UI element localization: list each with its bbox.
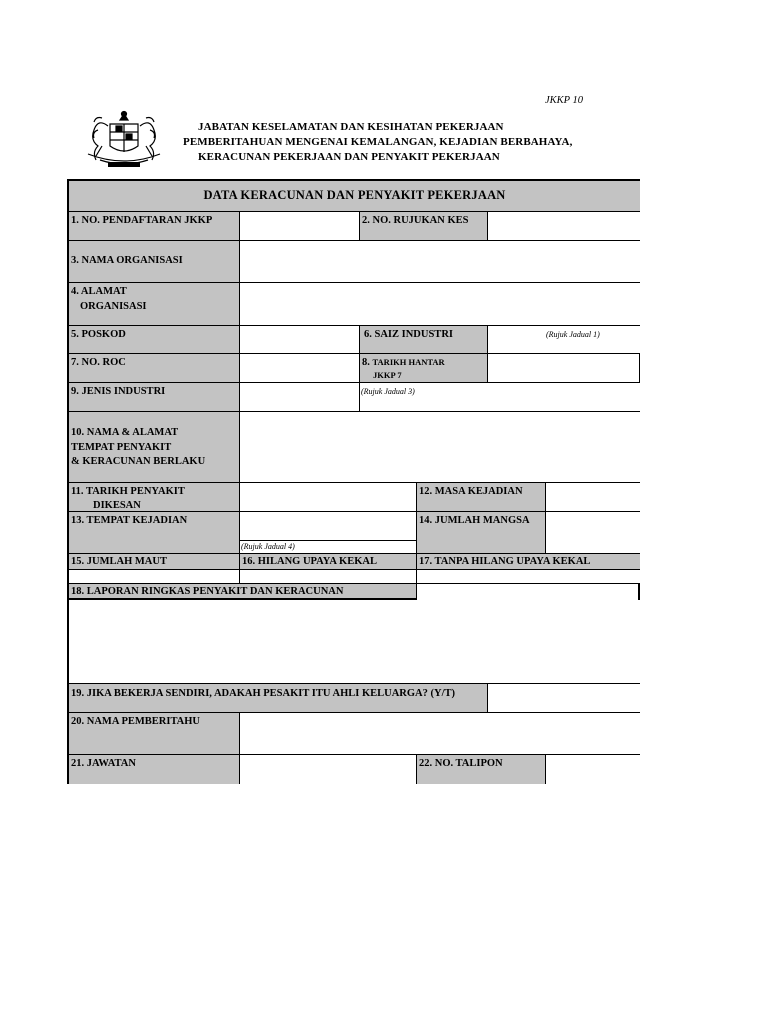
label-phone-no: 22. NO. TALIPON	[417, 755, 546, 784]
form-code: JKKP 10	[545, 95, 584, 106]
label-incident-time: 12. MASA KEJADIAN	[417, 483, 546, 512]
illness-location-line3: & KERACUNAN BERLAKU	[71, 456, 206, 467]
field-incident-place[interactable]	[240, 512, 417, 541]
field-roc-no[interactable]	[240, 354, 360, 383]
field-victim-count[interactable]	[546, 512, 640, 554]
label-incident-place: 13. TEMPAT KEJADIAN	[69, 512, 240, 554]
illness-detected-date-line1: 11. TARIKH PENYAKIT	[71, 486, 185, 497]
illness-detected-date-line2: DIKESAN	[93, 499, 141, 511]
jkkp7-date-line2: JKKP 7	[373, 370, 402, 380]
label-illness-location	[69, 412, 240, 483]
header-line-1: JABATAN KESELAMATAN DAN KESIHATAN PEKERJAAN	[198, 121, 504, 133]
label-jkkp7-submission-date	[360, 354, 488, 383]
field-incident-time[interactable]	[546, 483, 640, 512]
field-family-member-answer[interactable]	[488, 684, 640, 713]
label-industry-type: 9. JENIS INDUSTRI	[69, 383, 240, 412]
jkkp7-date-line1: TARIKH HANTAR	[372, 357, 445, 367]
field-permanent-disability[interactable]	[240, 570, 417, 584]
label-permanent-disability: 16. HILANG UPAYA KEKAL	[240, 554, 417, 570]
label-illness-detected-date	[69, 483, 240, 512]
label-jkkp-registration-no: 1. NO. PENDAFTARAN JKKP	[69, 212, 240, 241]
field-illness-detected-date[interactable]	[240, 483, 417, 512]
label-no-permanent-disability: 17. TANPA HILANG UPAYA KEKAL	[417, 554, 640, 570]
label-position: 21. JAWATAN	[69, 755, 240, 784]
field-summary-report[interactable]	[69, 600, 640, 684]
label-notifier-name: 20. NAMA PEMBERITAHU	[69, 713, 240, 755]
industry-type-note: (Rujuk Jadual 3)	[361, 387, 415, 396]
field-phone-no[interactable]	[546, 755, 640, 784]
field-industry-size[interactable]	[488, 326, 640, 354]
header-line-2: PEMBERITAHUAN MENGENAI KEMALANGAN, KEJADIAN BERBAHAYA,	[183, 136, 573, 148]
label-victim-count: 14. JUMLAH MANGSA	[417, 512, 546, 554]
label-roc-no: 7. NO. ROC	[69, 354, 240, 383]
field-fatality-count[interactable]	[69, 570, 240, 584]
field-industry-type[interactable]	[240, 383, 360, 412]
label-organisation-address-line2: ORGANISASI	[80, 300, 147, 312]
incident-place-note: (Rujuk Jadual 4)	[241, 542, 295, 551]
header-line-3: KERACUNAN PEKERJAAN DAN PENYAKIT PEKERJAAN	[198, 151, 500, 163]
field-jkkp7-submission-date[interactable]	[488, 354, 640, 383]
jkkp7-date-number: 8.	[362, 357, 370, 368]
label-family-member-question: 19. JIKA BEKERJA SENDIRI, ADAKAH PESAKIT ITU AHLI KELUARGA? (Y/T)	[69, 684, 488, 713]
field-no-permanent-disability[interactable]	[417, 570, 640, 584]
field-illness-location[interactable]	[240, 412, 640, 483]
field-jkkp-registration-no[interactable]	[240, 212, 360, 241]
field-organisation-address[interactable]	[240, 283, 640, 326]
form-title: DATA KERACUNAN DAN PENYAKIT PEKERJAAN	[69, 181, 640, 212]
illness-location-line1: 10. NAMA & ALAMAT	[71, 427, 179, 438]
notification-form	[67, 179, 640, 784]
incident-place-note-cell	[240, 541, 417, 554]
coat-of-arms-logo	[80, 110, 168, 172]
label-postcode: 5. POSKOD	[69, 326, 240, 354]
field-industry-type-extra[interactable]	[360, 383, 640, 412]
label-fatality-count: 15. JUMLAH MAUT	[69, 554, 240, 570]
field-position[interactable]	[240, 755, 417, 784]
field-case-reference-no[interactable]	[488, 212, 640, 241]
illness-location-line2: TEMPAT PENYAKIT	[71, 441, 172, 453]
field-organisation-name[interactable]	[240, 241, 640, 283]
field-postcode[interactable]	[240, 326, 360, 354]
field-notifier-name[interactable]	[240, 713, 640, 755]
label-industry-size: 6. SAIZ INDUSTRI	[360, 326, 488, 354]
label-summary-report: 18. LAPORAN RINGKAS PENYAKIT DAN KERACUNAN	[69, 584, 417, 600]
label-case-reference-no: 2. NO. RUJUKAN KES	[360, 212, 488, 241]
label-organisation-address	[69, 283, 240, 326]
label-organisation-address-line1: 4. ALAMAT	[71, 286, 127, 297]
industry-size-note: (Rujuk Jadual 1)	[546, 330, 600, 339]
label-organisation-name: 3. NAMA ORGANISASI	[69, 241, 240, 283]
